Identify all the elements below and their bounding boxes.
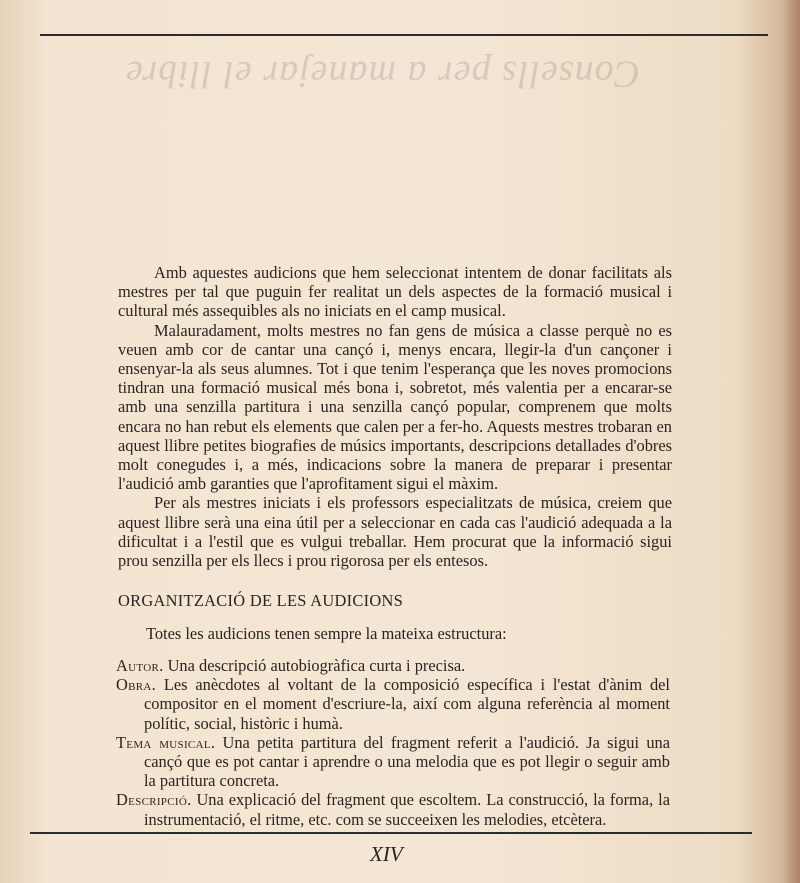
bleed-through-heading: Consells per a manejar el llibre (124, 53, 640, 95)
definition-text: Una explicació del fragment que escoltem. La construcció, la forma, la instrumentació, el ritme, etc. com se succeeixen les melodies, etcètera. (144, 790, 670, 829)
definition-term: Obra. (116, 675, 157, 695)
definition-term: Autor. (116, 656, 164, 675)
paragraph-3: Per als mestres iniciats i els professors especialitzats de música, creiem que aquest llibre serà una eina útil per a seleccionar en cada cas l'audició adequada a la dificultat i a l'estil que es vulgui treballar. Hem procurat que la informació sigui prou senzilla per els llecs i prou rigorosa per els entesos. (118, 493, 672, 571)
definition-term: Descripció. (116, 790, 192, 810)
definition-description (116, 790, 670, 828)
definition-author (116, 656, 670, 675)
paragraph-1: Amb aquestes audicions que hem seleccionat intentem de donar facilitats als mestres per tal que puguin fer realitat un dels aspectes de la formació musical i cultural més assequibles als no iniciats en el camp musical. (118, 263, 672, 321)
definition-musical-theme (116, 733, 670, 791)
body-text (118, 263, 672, 570)
definition-work (116, 675, 670, 733)
section-title: ORGANITZACIÓ DE LES AUDICIONS (118, 591, 404, 610)
definition-list (116, 656, 670, 829)
definition-text: Una petita partitura del fragment referit a l'audició. Ja sigui una cançó que es pot cantar i aprendre o una melodia que es pot llegir o seguir amb la partitura concreta. (144, 732, 670, 791)
page-edge-shadow (782, 0, 800, 883)
top-rule (40, 34, 768, 36)
section-intro: Totes les audicions tenen sempre la mateixa estructura: (146, 624, 507, 643)
definition-text: Les anècdotes al voltant de la composició específica i l'estat d'ànim del compositor en el moment d'escriure-la, així com alguna referència al moment polític, social, històric i humà. (144, 675, 670, 733)
definition-term: Tema musical. (116, 732, 216, 752)
paragraph-2: Malauradament, molts mestres no fan gens de música a classe perquè no es veuen amb cor de cantar una cançó i, menys encara, llegir-la d'un cançoner i ensenyar-la als seus alumnes. Tot i que tenim l'esperança que les noves promocions tindran una formació musical més bona i, sobretot, més valentia per a encarar-se amb una senzilla partitura i una senzilla cançó popular, comprenem que molts encara no han rebut els elements que calen per a fer-ho. Aquests mestres trobaran en aquest llibre petites biografies de músics importants, descripcions detallades d'obres molt conegudes i, a més, indicacions sobre la manera de preparar i presentar l'audició amb garanties que l'aprofitament sigui el màxim. (118, 320, 672, 494)
page-number: XIV (370, 842, 403, 866)
definition-text: Una descripció autobiogràfica curta i precisa. (167, 656, 466, 675)
bottom-rule (30, 832, 752, 834)
